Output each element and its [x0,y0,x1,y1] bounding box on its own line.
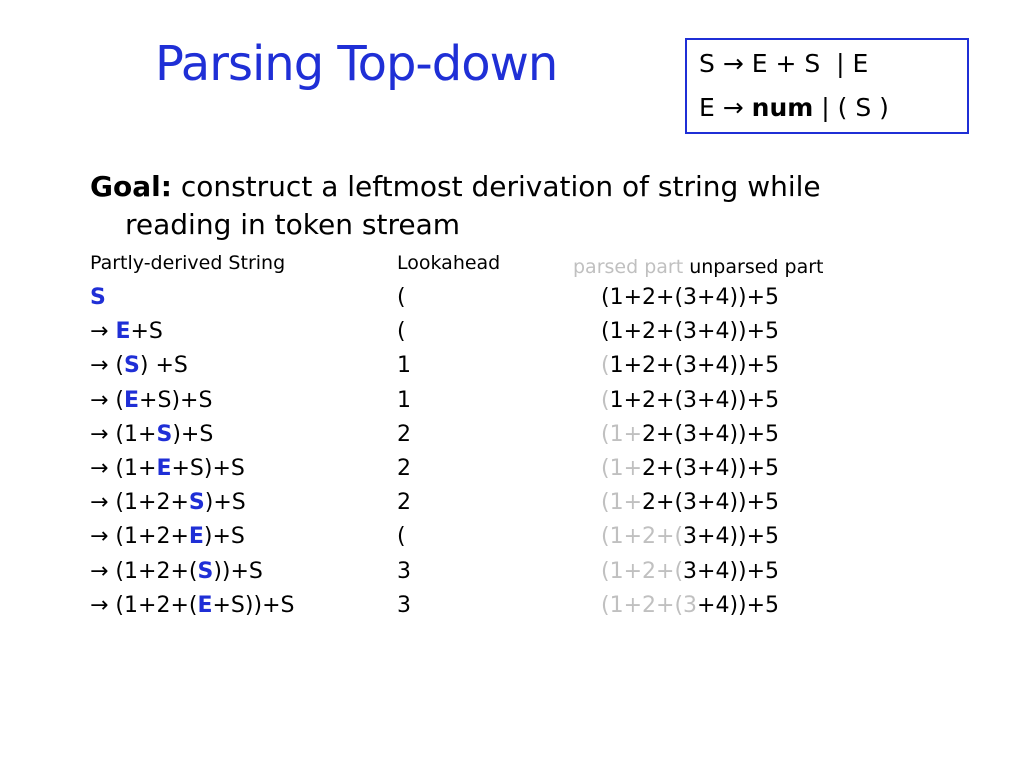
derivation-text: → (1+ [90,456,157,481]
derivation-text: → (1+2+ [90,524,189,550]
derivation-text: → [90,319,116,345]
grammar-rule-s: S → E + S | E [699,49,869,78]
input-stream [601,285,779,310]
derivation-text: ) +S [139,353,188,379]
derivation-string [90,388,212,413]
table-row [0,524,1024,558]
input-stream [601,319,779,344]
lookahead-cell: 3 [397,558,411,584]
derivation-text: ))+S [213,558,263,584]
lookahead-cell: ( [397,319,406,345]
unparsed-part: +4))+5 [697,592,780,618]
derivation-string [90,490,246,515]
input-stream [601,353,779,378]
header-lookahead: Lookahead [397,252,501,274]
nonterminal: E [156,456,172,481]
parsed-part: (1+ [601,490,643,516]
parsed-part: (1+2+( [601,558,684,584]
derivation-string [90,422,213,447]
derivation-text: → ( [90,353,125,379]
lookahead-cell: ( [397,524,406,550]
derivation-string [90,559,263,584]
table-row [0,559,1024,593]
lookahead-cell: 2 [397,421,411,447]
derivation-text: )+S [172,421,214,447]
parsed-part: ( [601,353,610,379]
legend [573,256,823,278]
derivation-text: )+S [203,524,245,550]
derivation-text: +S))+S [212,592,295,618]
lookahead-cell: 2 [397,490,411,516]
derivation-text: )+S [204,490,246,516]
parsed-part: (1+ [601,456,643,481]
lookahead-cell: ( [397,285,406,310]
lookahead-cell: 1 [397,387,411,413]
derivation-text: → ( [90,387,125,413]
derivation-string [90,593,294,618]
input-stream [601,490,779,515]
lookahead-cell: 2 [397,456,411,481]
legend-unparsed: unparsed part [689,256,824,278]
unparsed-part: (1+2+(3+4))+5 [601,319,780,345]
legend-parsed: parsed part [573,256,684,278]
table-row [0,285,1024,319]
derivation-string [90,319,163,344]
lookahead-cell: 1 [397,353,411,379]
nonterminal: E [188,524,204,550]
parsed-part: (1+2+(3 [601,592,698,618]
table-row [0,422,1024,456]
lookahead-cell: 3 [397,592,411,618]
nonterminal: S [124,353,140,379]
derivation-text: → (1+2+( [90,592,198,618]
input-stream [601,422,779,447]
rule-e-suffix: | ( S ) [813,93,889,122]
nonterminal: S [188,490,205,516]
grammar-rule-e [699,88,955,132]
nonterminal: E [124,387,140,413]
unparsed-part: (1+2+(3+4))+5 [601,285,780,310]
table-row [0,388,1024,422]
grammar-box [685,38,969,134]
input-stream [601,593,779,618]
table-row [0,490,1024,524]
unparsed-part: 3+4))+5 [683,524,780,550]
derivation-string [90,524,245,549]
nonterminal: E [197,592,213,618]
input-stream [601,456,779,481]
header-partly-derived: Partly-derived String [90,252,286,274]
unparsed-part: 1+2+(3+4))+5 [609,353,780,379]
input-stream [601,524,779,549]
derivation-text: +S [130,319,163,345]
input-stream [601,388,779,413]
derivation-text: → (1+ [90,421,157,447]
unparsed-part: 2+(3+4))+5 [642,421,780,447]
input-stream [601,559,779,584]
nonterminal: S [197,558,214,584]
table-row [0,456,1024,490]
unparsed-part: 2+(3+4))+5 [642,456,780,481]
rule-e-prefix: E → [699,93,752,122]
table-row [0,353,1024,387]
nonterminal: S [156,421,173,447]
rule-e-num: num [751,93,814,122]
goal-label: Goal: [90,170,172,203]
goal-line1: construct a leftmost derivation of string while [171,170,821,203]
table-row [0,319,1024,353]
derivation-text: → (1+2+ [90,490,189,516]
derivation-string [90,353,188,378]
page-title: Parsing Top-down [155,36,558,92]
parsed-part: (1+2+( [601,524,684,550]
goal-text [90,168,910,244]
derivation-text: +S)+S [139,387,213,413]
parsed-part: ( [601,387,610,413]
derivation-text: +S)+S [171,456,245,481]
unparsed-part: 2+(3+4))+5 [642,490,780,516]
nonterminal: E [115,319,131,345]
parsed-part: (1+ [601,421,643,447]
table-row [0,593,1024,627]
goal-line2: reading in token stream [125,208,461,241]
derivation-text: → (1+2+( [90,558,198,584]
derivation-string [90,285,106,310]
unparsed-part: 3+4))+5 [683,558,780,584]
unparsed-part: 1+2+(3+4))+5 [609,387,780,413]
nonterminal: S [90,285,106,310]
derivation-string [90,456,245,481]
